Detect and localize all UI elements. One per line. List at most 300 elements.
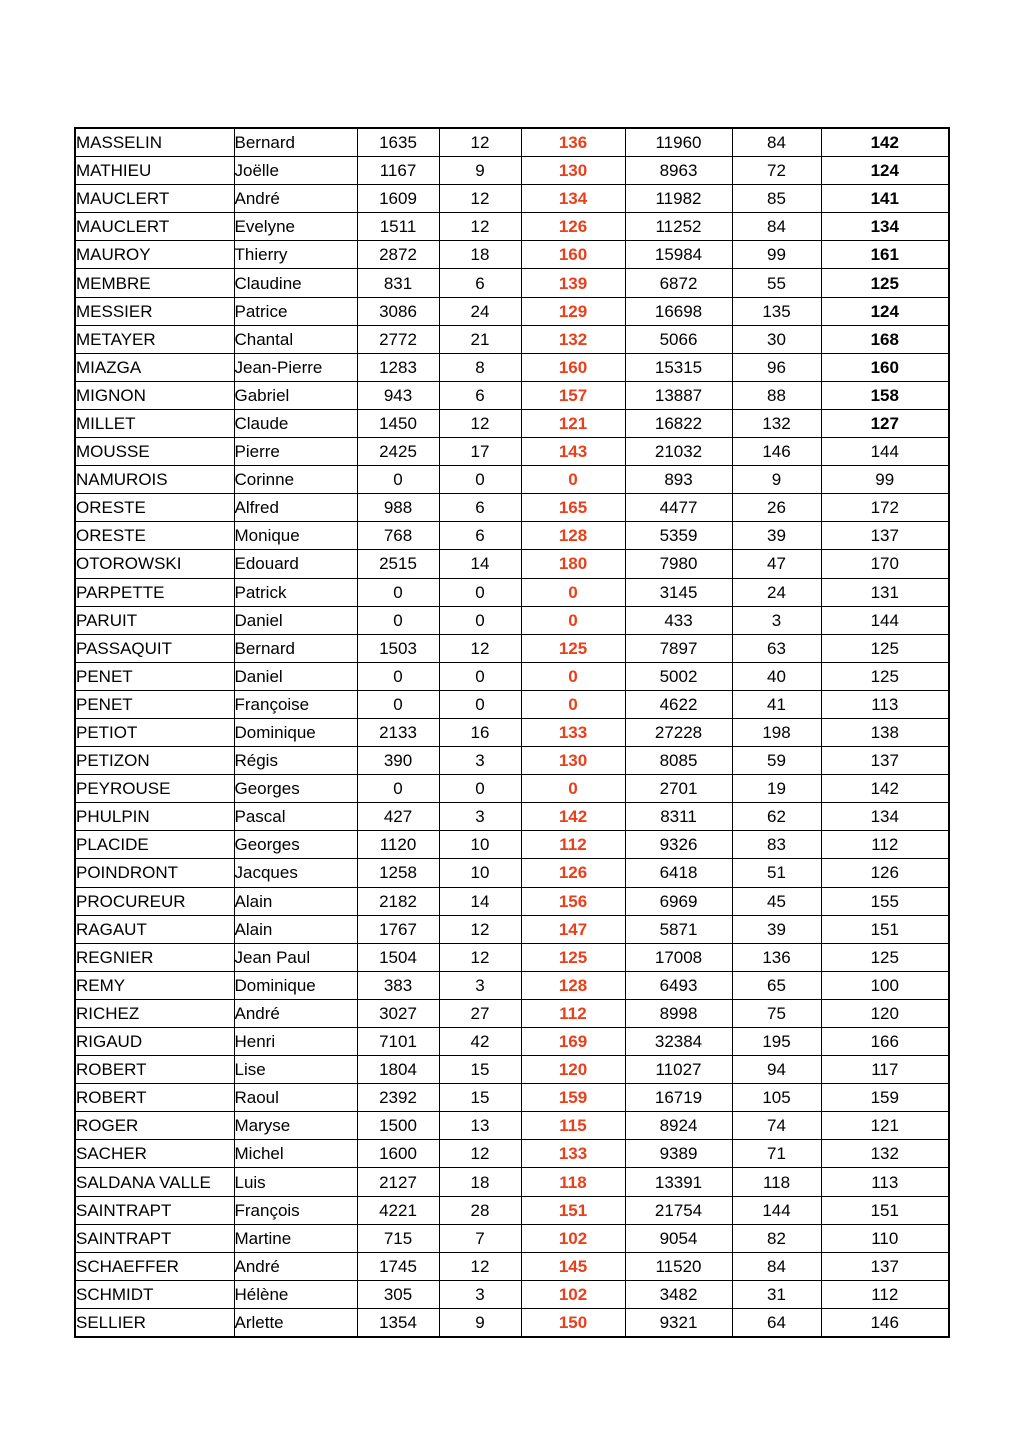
value-cell-2: 0: [439, 578, 521, 606]
value-cell-2: 15: [439, 1056, 521, 1084]
first-name-cell: Patrice: [234, 297, 357, 325]
value-cell-1: 0: [357, 578, 439, 606]
first-name-cell: Arlette: [234, 1308, 357, 1337]
first-name-cell: Hélène: [234, 1280, 357, 1308]
value-cell-4: 7980: [625, 550, 732, 578]
value-cell-5: 85: [732, 185, 821, 213]
table-row: [75, 803, 949, 831]
value-cell-2: 8: [439, 353, 521, 381]
value-cell-6: 161: [821, 241, 949, 269]
value-cell-2: 0: [439, 775, 521, 803]
value-cell-1: 1354: [357, 1308, 439, 1337]
table-row: [75, 634, 949, 662]
table-row: [75, 1056, 949, 1084]
value-cell-5: 39: [732, 522, 821, 550]
value-cell-4: 4477: [625, 494, 732, 522]
first-name-cell: Lise: [234, 1056, 357, 1084]
value-cell-2: 12: [439, 1252, 521, 1280]
last-name-cell: REMY: [75, 971, 234, 999]
value-cell-5: 75: [732, 999, 821, 1027]
highlight-value-cell: 126: [521, 859, 625, 887]
value-cell-1: 0: [357, 775, 439, 803]
value-cell-1: 2392: [357, 1084, 439, 1112]
highlight-value-cell: 156: [521, 887, 625, 915]
value-cell-6: 120: [821, 999, 949, 1027]
table-row: [75, 213, 949, 241]
value-cell-4: 6493: [625, 971, 732, 999]
highlight-value-cell: 0: [521, 578, 625, 606]
first-name-cell: Georges: [234, 775, 357, 803]
value-cell-1: 943: [357, 381, 439, 409]
value-cell-4: 7897: [625, 634, 732, 662]
value-cell-2: 14: [439, 550, 521, 578]
value-cell-5: 26: [732, 494, 821, 522]
last-name-cell: RICHEZ: [75, 999, 234, 1027]
last-name-cell: MIAZGA: [75, 353, 234, 381]
value-cell-6: 146: [821, 1308, 949, 1337]
highlight-value-cell: 112: [521, 999, 625, 1027]
table-row: [75, 775, 949, 803]
scores-table: [74, 127, 950, 1338]
value-cell-4: 8311: [625, 803, 732, 831]
highlight-value-cell: 130: [521, 157, 625, 185]
first-name-cell: Daniel: [234, 662, 357, 690]
last-name-cell: SAINTRAPT: [75, 1224, 234, 1252]
value-cell-4: 8963: [625, 157, 732, 185]
highlight-value-cell: 0: [521, 606, 625, 634]
first-name-cell: Edouard: [234, 550, 357, 578]
value-cell-6: 113: [821, 1168, 949, 1196]
value-cell-6: 112: [821, 831, 949, 859]
table-row: [75, 1224, 949, 1252]
value-cell-5: 65: [732, 971, 821, 999]
table-row: [75, 943, 949, 971]
value-cell-1: 1500: [357, 1112, 439, 1140]
value-cell-4: 11520: [625, 1252, 732, 1280]
highlight-value-cell: 129: [521, 297, 625, 325]
value-cell-1: 1745: [357, 1252, 439, 1280]
value-cell-2: 7: [439, 1224, 521, 1252]
last-name-cell: REGNIER: [75, 943, 234, 971]
highlight-value-cell: 133: [521, 1140, 625, 1168]
value-cell-1: 1511: [357, 213, 439, 241]
last-name-cell: PHULPIN: [75, 803, 234, 831]
value-cell-2: 18: [439, 241, 521, 269]
scores-table-body: [75, 128, 949, 1337]
value-cell-6: 125: [821, 634, 949, 662]
value-cell-1: 305: [357, 1280, 439, 1308]
value-cell-2: 17: [439, 438, 521, 466]
first-name-cell: André: [234, 999, 357, 1027]
value-cell-1: 768: [357, 522, 439, 550]
value-cell-5: 55: [732, 269, 821, 297]
value-cell-6: 134: [821, 213, 949, 241]
value-cell-4: 6872: [625, 269, 732, 297]
first-name-cell: Evelyne: [234, 213, 357, 241]
highlight-value-cell: 165: [521, 494, 625, 522]
value-cell-6: 137: [821, 1252, 949, 1280]
value-cell-5: 83: [732, 831, 821, 859]
value-cell-4: 4622: [625, 690, 732, 718]
value-cell-2: 12: [439, 128, 521, 157]
value-cell-1: 2133: [357, 718, 439, 746]
value-cell-2: 12: [439, 185, 521, 213]
highlight-value-cell: 136: [521, 128, 625, 157]
last-name-cell: SALDANA VALLE: [75, 1168, 234, 1196]
value-cell-5: 99: [732, 241, 821, 269]
value-cell-1: 1635: [357, 128, 439, 157]
value-cell-6: 100: [821, 971, 949, 999]
value-cell-4: 16822: [625, 409, 732, 437]
highlight-value-cell: 0: [521, 466, 625, 494]
value-cell-5: 96: [732, 353, 821, 381]
value-cell-1: 0: [357, 606, 439, 634]
first-name-cell: Corinne: [234, 466, 357, 494]
value-cell-4: 433: [625, 606, 732, 634]
value-cell-4: 32384: [625, 1028, 732, 1056]
value-cell-5: 9: [732, 466, 821, 494]
table-row: [75, 157, 949, 185]
value-cell-6: 124: [821, 297, 949, 325]
value-cell-4: 5359: [625, 522, 732, 550]
value-cell-6: 110: [821, 1224, 949, 1252]
value-cell-1: 2127: [357, 1168, 439, 1196]
value-cell-6: 159: [821, 1084, 949, 1112]
value-cell-5: 24: [732, 578, 821, 606]
first-name-cell: Monique: [234, 522, 357, 550]
highlight-value-cell: 112: [521, 831, 625, 859]
last-name-cell: SAINTRAPT: [75, 1196, 234, 1224]
value-cell-2: 0: [439, 466, 521, 494]
first-name-cell: André: [234, 1252, 357, 1280]
value-cell-6: 134: [821, 803, 949, 831]
value-cell-1: 1258: [357, 859, 439, 887]
highlight-value-cell: 151: [521, 1196, 625, 1224]
first-name-cell: Henri: [234, 1028, 357, 1056]
value-cell-5: 64: [732, 1308, 821, 1337]
value-cell-2: 0: [439, 662, 521, 690]
last-name-cell: ROBERT: [75, 1084, 234, 1112]
first-name-cell: Maryse: [234, 1112, 357, 1140]
last-name-cell: METAYER: [75, 325, 234, 353]
first-name-cell: Chantal: [234, 325, 357, 353]
first-name-cell: Luis: [234, 1168, 357, 1196]
value-cell-2: 18: [439, 1168, 521, 1196]
table-row: [75, 241, 949, 269]
first-name-cell: Pierre: [234, 438, 357, 466]
value-cell-6: 172: [821, 494, 949, 522]
first-name-cell: Raoul: [234, 1084, 357, 1112]
last-name-cell: MAUCLERT: [75, 185, 234, 213]
table-row: [75, 325, 949, 353]
value-cell-5: 59: [732, 747, 821, 775]
last-name-cell: MASSELIN: [75, 128, 234, 157]
value-cell-6: 137: [821, 747, 949, 775]
value-cell-1: 3027: [357, 999, 439, 1027]
first-name-cell: Alfred: [234, 494, 357, 522]
value-cell-1: 0: [357, 662, 439, 690]
table-row: [75, 1280, 949, 1308]
table-row: [75, 1028, 949, 1056]
highlight-value-cell: 142: [521, 803, 625, 831]
value-cell-2: 9: [439, 157, 521, 185]
value-cell-1: 2425: [357, 438, 439, 466]
table-row: [75, 1196, 949, 1224]
value-cell-2: 0: [439, 690, 521, 718]
table-row: [75, 915, 949, 943]
value-cell-1: 7101: [357, 1028, 439, 1056]
value-cell-4: 5002: [625, 662, 732, 690]
table-row: [75, 831, 949, 859]
value-cell-5: 84: [732, 213, 821, 241]
value-cell-4: 893: [625, 466, 732, 494]
first-name-cell: Dominique: [234, 971, 357, 999]
table-row: [75, 409, 949, 437]
value-cell-6: 127: [821, 409, 949, 437]
last-name-cell: PROCUREUR: [75, 887, 234, 915]
last-name-cell: NAMUROIS: [75, 466, 234, 494]
value-cell-1: 988: [357, 494, 439, 522]
value-cell-6: 170: [821, 550, 949, 578]
value-cell-5: 82: [732, 1224, 821, 1252]
value-cell-1: 1120: [357, 831, 439, 859]
last-name-cell: SACHER: [75, 1140, 234, 1168]
value-cell-2: 12: [439, 634, 521, 662]
value-cell-2: 15: [439, 1084, 521, 1112]
table-row: [75, 971, 949, 999]
value-cell-1: 1804: [357, 1056, 439, 1084]
first-name-cell: Daniel: [234, 606, 357, 634]
last-name-cell: OTOROWSKI: [75, 550, 234, 578]
highlight-value-cell: 102: [521, 1224, 625, 1252]
value-cell-6: 141: [821, 185, 949, 213]
value-cell-5: 72: [732, 157, 821, 185]
table-row: [75, 662, 949, 690]
value-cell-1: 1609: [357, 185, 439, 213]
value-cell-4: 3145: [625, 578, 732, 606]
value-cell-6: 160: [821, 353, 949, 381]
highlight-value-cell: 133: [521, 718, 625, 746]
value-cell-5: 19: [732, 775, 821, 803]
value-cell-6: 138: [821, 718, 949, 746]
value-cell-2: 28: [439, 1196, 521, 1224]
last-name-cell: MILLET: [75, 409, 234, 437]
highlight-value-cell: 0: [521, 775, 625, 803]
value-cell-1: 1767: [357, 915, 439, 943]
value-cell-2: 6: [439, 522, 521, 550]
value-cell-1: 1283: [357, 353, 439, 381]
value-cell-2: 9: [439, 1308, 521, 1337]
value-cell-2: 3: [439, 747, 521, 775]
highlight-value-cell: 150: [521, 1308, 625, 1337]
value-cell-1: 2872: [357, 241, 439, 269]
last-name-cell: ROGER: [75, 1112, 234, 1140]
highlight-value-cell: 139: [521, 269, 625, 297]
value-cell-1: 427: [357, 803, 439, 831]
value-cell-4: 3482: [625, 1280, 732, 1308]
last-name-cell: MAUCLERT: [75, 213, 234, 241]
highlight-value-cell: 126: [521, 213, 625, 241]
value-cell-1: 2772: [357, 325, 439, 353]
table-row: [75, 438, 949, 466]
value-cell-1: 831: [357, 269, 439, 297]
value-cell-5: 62: [732, 803, 821, 831]
first-name-cell: Thierry: [234, 241, 357, 269]
value-cell-1: 1167: [357, 157, 439, 185]
last-name-cell: PENET: [75, 690, 234, 718]
table-row: [75, 1168, 949, 1196]
last-name-cell: SCHAEFFER: [75, 1252, 234, 1280]
value-cell-5: 144: [732, 1196, 821, 1224]
table-row: [75, 466, 949, 494]
value-cell-6: 99: [821, 466, 949, 494]
first-name-cell: Bernard: [234, 128, 357, 157]
last-name-cell: MESSIER: [75, 297, 234, 325]
value-cell-2: 6: [439, 494, 521, 522]
value-cell-5: 30: [732, 325, 821, 353]
value-cell-2: 42: [439, 1028, 521, 1056]
highlight-value-cell: 0: [521, 690, 625, 718]
highlight-value-cell: 145: [521, 1252, 625, 1280]
value-cell-4: 9321: [625, 1308, 732, 1337]
value-cell-4: 8085: [625, 747, 732, 775]
value-cell-5: 41: [732, 690, 821, 718]
first-name-cell: Georges: [234, 831, 357, 859]
value-cell-2: 10: [439, 831, 521, 859]
value-cell-2: 3: [439, 803, 521, 831]
table-row: [75, 606, 949, 634]
value-cell-5: 31: [732, 1280, 821, 1308]
table-row: [75, 381, 949, 409]
highlight-value-cell: 134: [521, 185, 625, 213]
table-row: [75, 747, 949, 775]
value-cell-2: 13: [439, 1112, 521, 1140]
value-cell-4: 13391: [625, 1168, 732, 1196]
highlight-value-cell: 147: [521, 915, 625, 943]
value-cell-6: 158: [821, 381, 949, 409]
value-cell-5: 3: [732, 606, 821, 634]
value-cell-5: 39: [732, 915, 821, 943]
last-name-cell: PETIOT: [75, 718, 234, 746]
highlight-value-cell: 169: [521, 1028, 625, 1056]
value-cell-1: 715: [357, 1224, 439, 1252]
value-cell-6: 142: [821, 128, 949, 157]
value-cell-6: 112: [821, 1280, 949, 1308]
highlight-value-cell: 125: [521, 943, 625, 971]
last-name-cell: ROBERT: [75, 1056, 234, 1084]
value-cell-6: 144: [821, 606, 949, 634]
value-cell-5: 51: [732, 859, 821, 887]
value-cell-2: 12: [439, 915, 521, 943]
value-cell-4: 6418: [625, 859, 732, 887]
first-name-cell: Dominique: [234, 718, 357, 746]
table-row: [75, 690, 949, 718]
value-cell-2: 3: [439, 1280, 521, 1308]
value-cell-4: 9326: [625, 831, 732, 859]
highlight-value-cell: 159: [521, 1084, 625, 1112]
last-name-cell: PASSAQUIT: [75, 634, 234, 662]
value-cell-4: 16719: [625, 1084, 732, 1112]
highlight-value-cell: 128: [521, 971, 625, 999]
value-cell-4: 21032: [625, 438, 732, 466]
value-cell-4: 11982: [625, 185, 732, 213]
value-cell-2: 12: [439, 409, 521, 437]
value-cell-6: 155: [821, 887, 949, 915]
last-name-cell: POINDRONT: [75, 859, 234, 887]
table-row: [75, 494, 949, 522]
value-cell-6: 151: [821, 915, 949, 943]
highlight-value-cell: 115: [521, 1112, 625, 1140]
value-cell-6: 113: [821, 690, 949, 718]
value-cell-4: 9054: [625, 1224, 732, 1252]
highlight-value-cell: 160: [521, 353, 625, 381]
value-cell-6: 137: [821, 522, 949, 550]
value-cell-1: 0: [357, 466, 439, 494]
last-name-cell: PARPETTE: [75, 578, 234, 606]
value-cell-2: 27: [439, 999, 521, 1027]
value-cell-5: 74: [732, 1112, 821, 1140]
value-cell-6: 125: [821, 269, 949, 297]
value-cell-5: 88: [732, 381, 821, 409]
table-row: [75, 999, 949, 1027]
first-name-cell: Alain: [234, 887, 357, 915]
value-cell-1: 1600: [357, 1140, 439, 1168]
value-cell-6: 132: [821, 1140, 949, 1168]
last-name-cell: MOUSSE: [75, 438, 234, 466]
value-cell-6: 142: [821, 775, 949, 803]
last-name-cell: ORESTE: [75, 494, 234, 522]
last-name-cell: MATHIEU: [75, 157, 234, 185]
first-name-cell: Françoise: [234, 690, 357, 718]
value-cell-2: 21: [439, 325, 521, 353]
value-cell-4: 15315: [625, 353, 732, 381]
value-cell-6: 124: [821, 157, 949, 185]
first-name-cell: Joëlle: [234, 157, 357, 185]
value-cell-1: 2515: [357, 550, 439, 578]
first-name-cell: François: [234, 1196, 357, 1224]
table-row: [75, 1112, 949, 1140]
table-row: [75, 353, 949, 381]
value-cell-4: 17008: [625, 943, 732, 971]
table-row: [75, 578, 949, 606]
value-cell-2: 12: [439, 213, 521, 241]
value-cell-4: 5871: [625, 915, 732, 943]
last-name-cell: SCHMIDT: [75, 1280, 234, 1308]
highlight-value-cell: 118: [521, 1168, 625, 1196]
last-name-cell: MIGNON: [75, 381, 234, 409]
table-row: [75, 522, 949, 550]
last-name-cell: RAGAUT: [75, 915, 234, 943]
first-name-cell: Jacques: [234, 859, 357, 887]
first-name-cell: Jean-Pierre: [234, 353, 357, 381]
value-cell-2: 24: [439, 297, 521, 325]
value-cell-5: 94: [732, 1056, 821, 1084]
value-cell-4: 16698: [625, 297, 732, 325]
last-name-cell: PETIZON: [75, 747, 234, 775]
first-name-cell: Régis: [234, 747, 357, 775]
last-name-cell: PLACIDE: [75, 831, 234, 859]
value-cell-6: 144: [821, 438, 949, 466]
value-cell-1: 1503: [357, 634, 439, 662]
value-cell-1: 3086: [357, 297, 439, 325]
highlight-value-cell: 125: [521, 634, 625, 662]
last-name-cell: PARUIT: [75, 606, 234, 634]
last-name-cell: MAUROY: [75, 241, 234, 269]
value-cell-5: 118: [732, 1168, 821, 1196]
value-cell-5: 195: [732, 1028, 821, 1056]
value-cell-6: 121: [821, 1112, 949, 1140]
value-cell-1: 1504: [357, 943, 439, 971]
